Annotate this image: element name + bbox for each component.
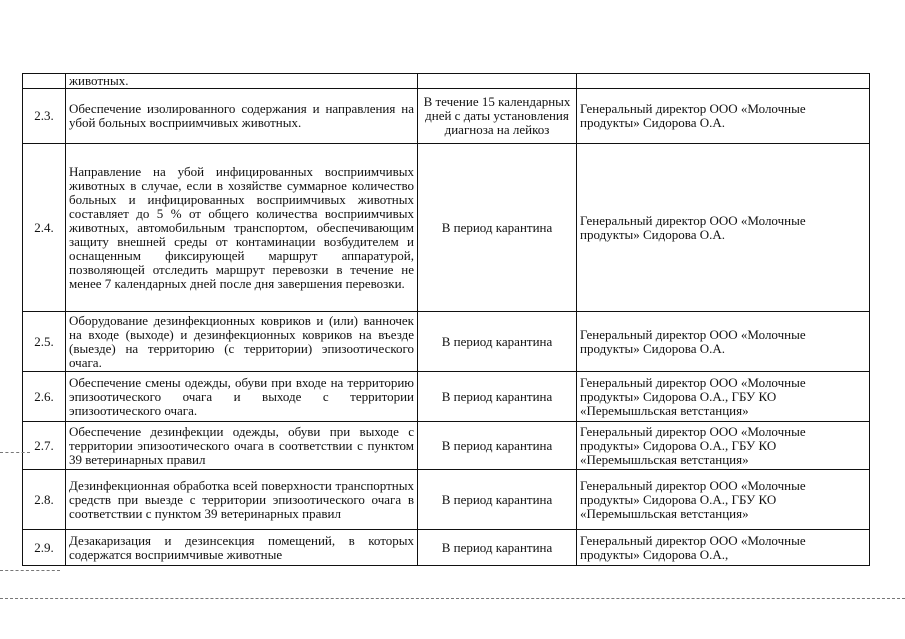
row-number: 2.9. — [23, 530, 66, 566]
table-row — [23, 144, 870, 312]
deadline-cell: В период карантина — [418, 312, 577, 372]
responsible-cell: Генеральный директор ООО «Молочные продукты» Сидорова О.А. — [577, 312, 870, 372]
row-number — [23, 74, 66, 89]
measure-description: Обеспечение дезинфекции одежды, обуви при выходе с территории эпизоотического очага в соответствии с пунктом 39 ветеринарных правил — [66, 422, 418, 470]
deadline-cell: В период карантина — [418, 422, 577, 470]
measure-description: Обеспечение смены одежды, обуви при входе на территорию эпизоотического очага и выходе с территории эпизоотического очага. — [66, 372, 418, 422]
deadline-cell: В период карантина — [418, 470, 577, 530]
table-row — [23, 372, 870, 422]
responsible-cell: Генеральный директор ООО «Молочные продукты» Сидорова О.А., ГБУ КО «Перемышльская ветстанция» — [577, 470, 870, 530]
row-number: 2.6. — [23, 372, 66, 422]
deadline-cell: В период карантина — [418, 144, 577, 312]
deadline-cell: В период карантина — [418, 530, 577, 566]
measure-description: животных. — [66, 74, 418, 89]
responsible-cell: Генеральный директор ООО «Молочные продукты» Сидорова О.А. — [577, 144, 870, 312]
row-number: 2.7. — [23, 422, 66, 470]
scan-artifact-line — [0, 452, 30, 453]
table-row — [23, 74, 870, 89]
table-row — [23, 530, 870, 566]
measure-description: Дезинфекционная обработка всей поверхности транспортных средств при выезде с территории эпизоотического очага в соответствии с пунктом 39 ветеринарных правил — [66, 470, 418, 530]
measure-description: Направление на убой инфицированных восприимчивых животных в случае, если в хозяйстве суммарное количество больных и инфицированных восприимчивых животных составляет до 5 % от общего количества восприимчивых животных, автомобильным транспортом, обеспечивающим защиту внешней среды от контаминации возбудителем и оснащенным фиксирующей маршрут аппаратурой, позволяющей отследить маршрут перевозки в течение не менее 7 календарных дней после дня завершения перевозки. — [66, 144, 418, 312]
row-number: 2.3. — [23, 89, 66, 144]
responsible-cell: Генеральный директор ООО «Молочные продукты» Сидорова О.А., — [577, 530, 870, 566]
table-row — [23, 422, 870, 470]
measure-description: Оборудование дезинфекционных ковриков и (или) ванночек на входе (выходе) и дезинфекционных ковриков на въезде (выезде) на территорию (с территории) эпизоотического очага. — [66, 312, 418, 372]
scan-artifact-line — [0, 570, 60, 571]
row-number: 2.4. — [23, 144, 66, 312]
table-row — [23, 89, 870, 144]
responsible-cell — [577, 74, 870, 89]
scan-artifact-line — [0, 598, 905, 599]
responsible-cell: Генеральный директор ООО «Молочные продукты» Сидорова О.А. — [577, 89, 870, 144]
row-number: 2.5. — [23, 312, 66, 372]
deadline-cell: В течение 15 календарных дней с даты установления диагноза на лейкоз — [418, 89, 577, 144]
measure-description: Обеспечение изолированного содержания и направления на убой больных восприимчивых животных. — [66, 89, 418, 144]
table-body — [23, 74, 870, 566]
measures-table — [22, 73, 870, 566]
deadline-cell: В период карантина — [418, 372, 577, 422]
measure-description: Дезакаризация и дезинсекция помещений, в которых содержатся восприимчивые животные — [66, 530, 418, 566]
row-number: 2.8. — [23, 470, 66, 530]
responsible-cell: Генеральный директор ООО «Молочные продукты» Сидорова О.А., ГБУ КО «Перемышльская ветстанция» — [577, 372, 870, 422]
table-row — [23, 470, 870, 530]
responsible-cell: Генеральный директор ООО «Молочные продукты» Сидорова О.А., ГБУ КО «Перемышльская ветстанция» — [577, 422, 870, 470]
table-row — [23, 312, 870, 372]
deadline-cell — [418, 74, 577, 89]
